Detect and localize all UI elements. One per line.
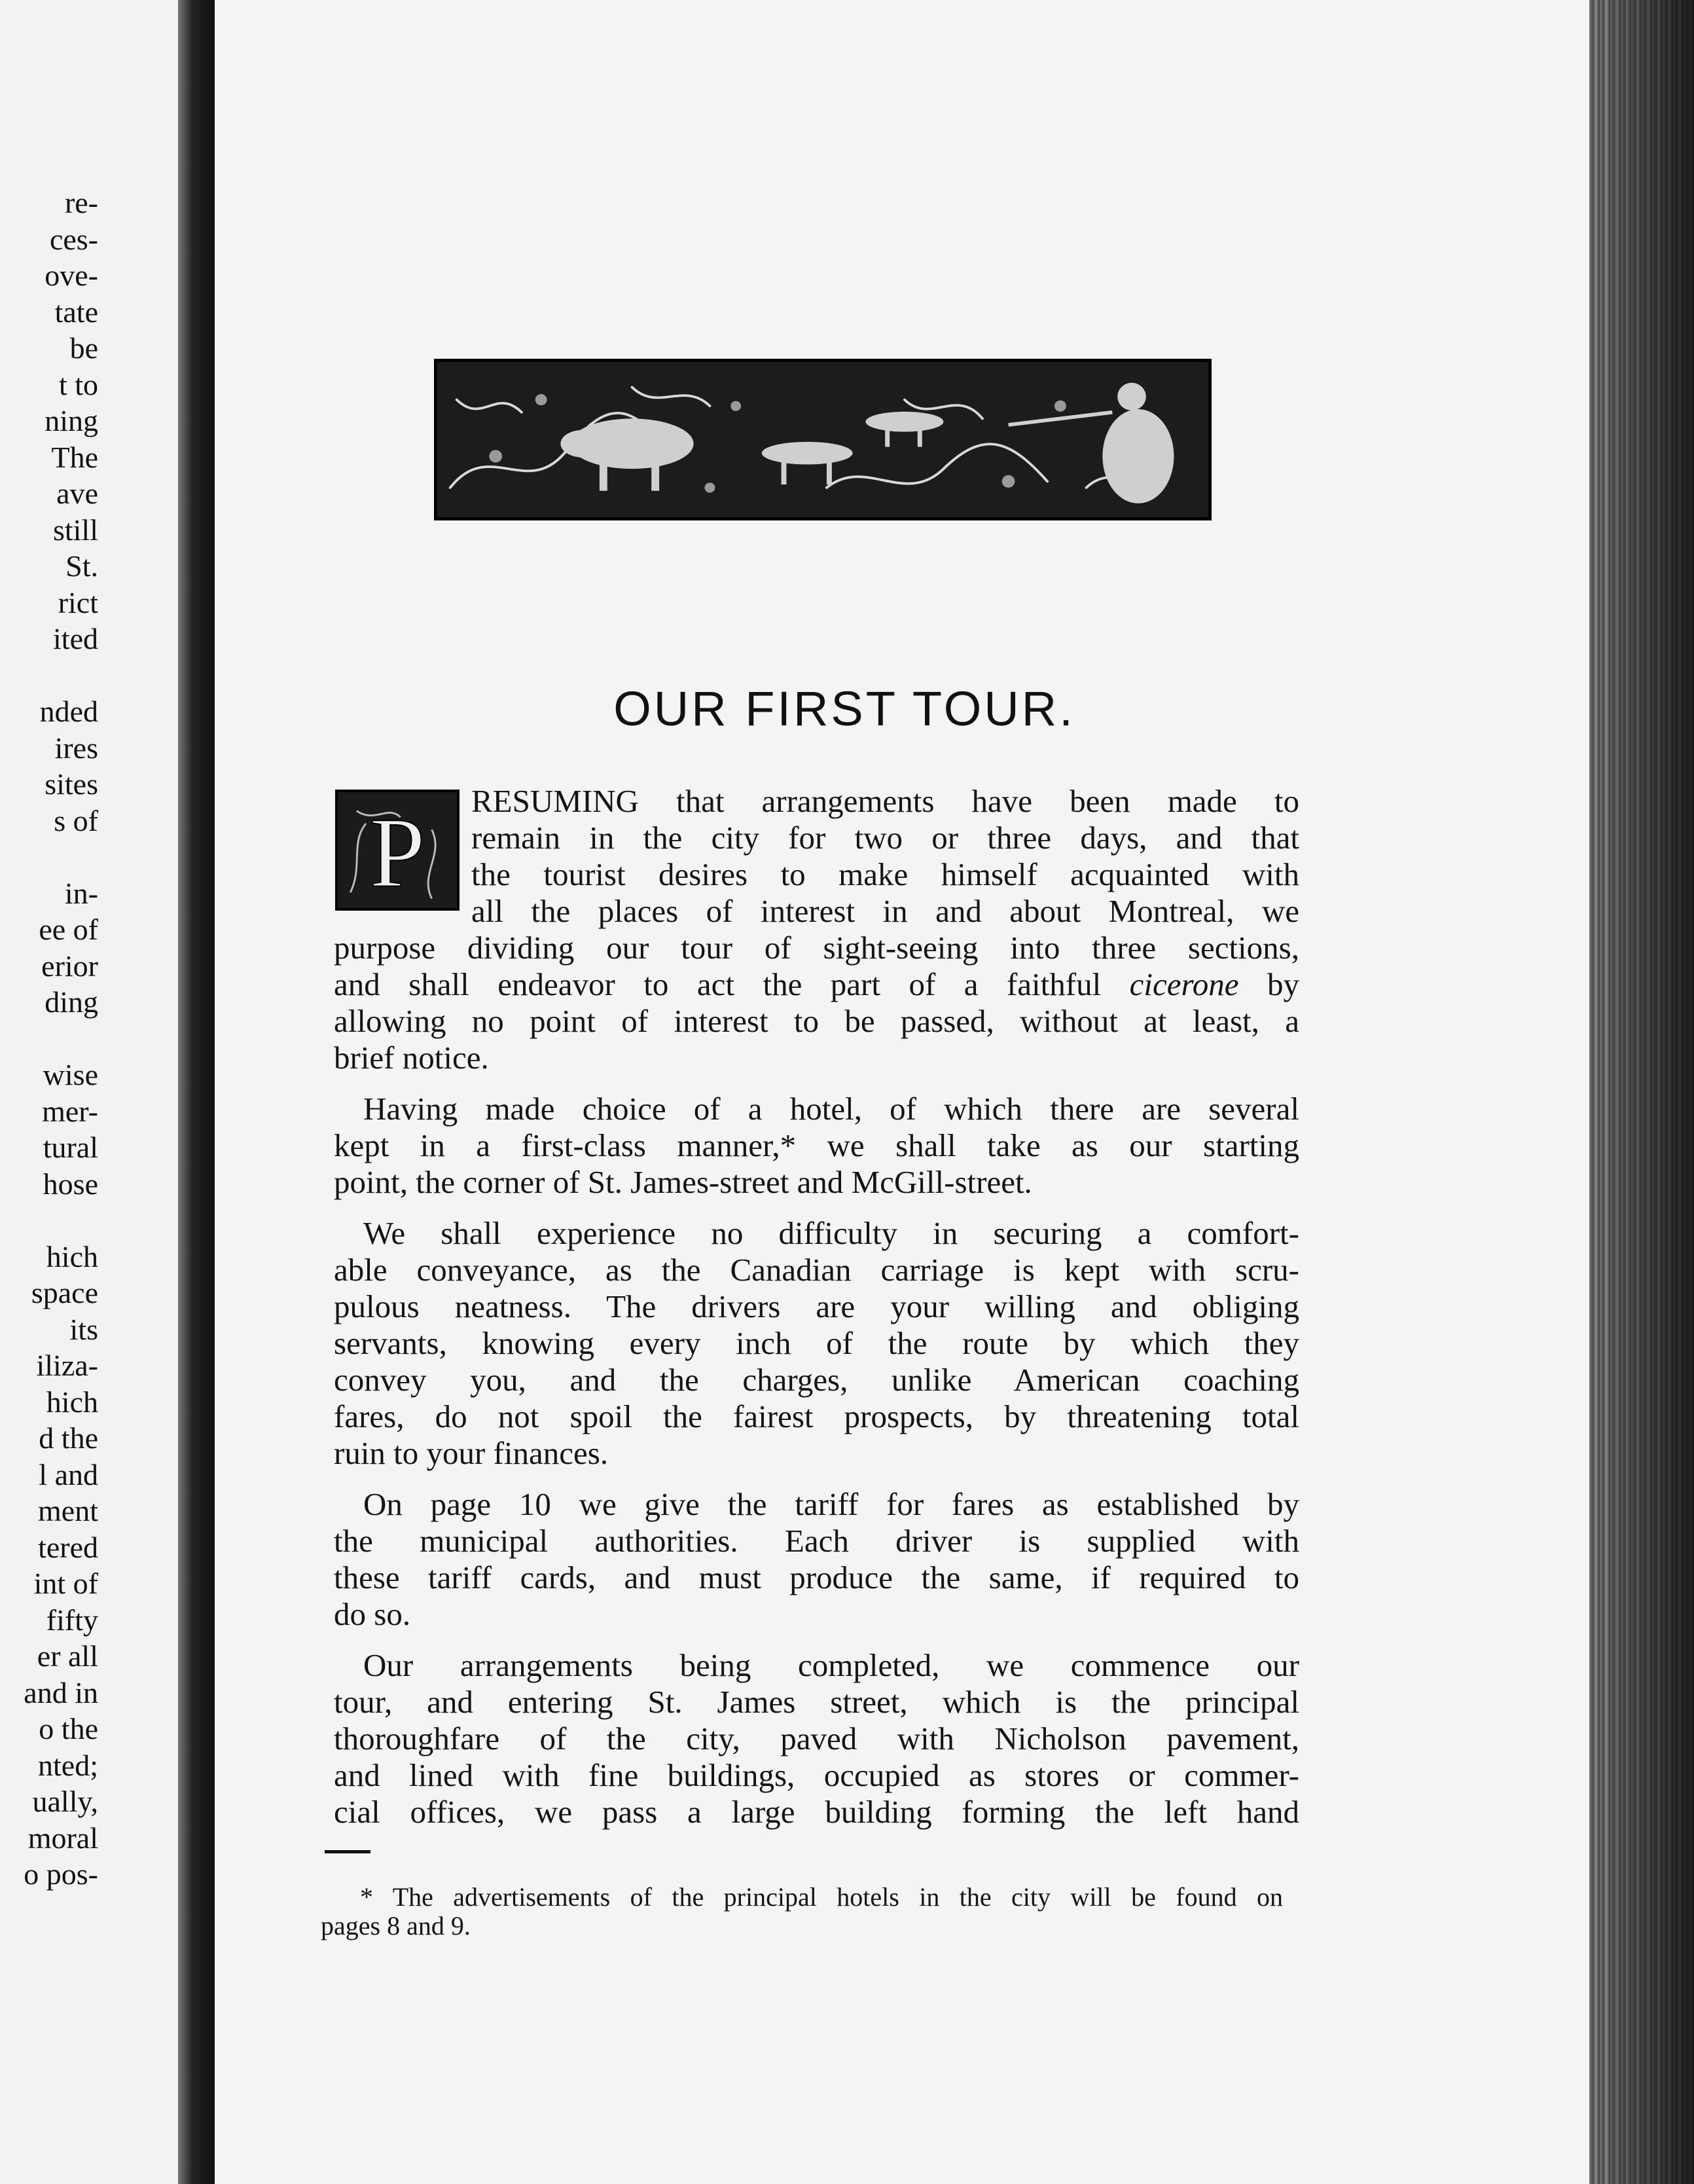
book-gutter [178, 0, 215, 2184]
text-line: fares, do not spoil the fairest prospects, by threatening total [334, 1398, 1299, 1434]
hunting-scene-illustration [437, 362, 1208, 517]
text-line: On page 10 we give the tariff for fares as established by [363, 1486, 1299, 1522]
text-line: brief notice. [334, 1040, 489, 1076]
previous-page-fragment: ding [45, 985, 98, 1019]
text-line: these tariff cards, and must produce the same, if required to [334, 1559, 1299, 1595]
previous-page-fragment: s of [54, 803, 98, 837]
previous-page-fragment: o pos- [24, 1857, 98, 1891]
text-line: the municipal authorities. Each driver is supplied with [334, 1523, 1299, 1559]
footnote [321, 1883, 1283, 1940]
footnote-line: pages 8 and 9. [321, 1911, 471, 1940]
previous-page-fragment: sites [45, 767, 98, 801]
previous-page-fragment: iliza- [36, 1349, 98, 1382]
drop-cap-letter: P [369, 797, 425, 908]
previous-page-fragment: nted; [38, 1748, 98, 1782]
text-line: kept in a first-class manner,* we shall take as our starting [334, 1127, 1299, 1163]
previous-page-fragment: ually, [32, 1785, 98, 1818]
text-line: convey you, and the charges, unlike American coaching [334, 1362, 1299, 1398]
text-line: and shall endeavor to act the part of a faithful cicerone by [334, 966, 1300, 1002]
previous-page-fragment: The [51, 440, 98, 474]
text-line: the tourist desires to make himself acquainted with [471, 856, 1299, 892]
previous-page-fragment: l and [39, 1457, 98, 1491]
previous-page-fragment [0, 1021, 98, 1057]
previous-page-fragment: int of [33, 1567, 98, 1600]
text-line: Having made choice of a hotel, of which there are several [363, 1091, 1299, 1127]
previous-page-fragment: fifty [46, 1603, 98, 1637]
previous-page-fragment: erior [41, 949, 98, 983]
previous-page-fragment: hich [46, 1239, 98, 1273]
previous-page-fragment: rict [58, 585, 98, 619]
page-stack-edge [1589, 0, 1694, 2184]
text-line: pulous neatness. The drivers are your willing and obliging [334, 1288, 1299, 1324]
previous-page-fragment: mer- [42, 1094, 98, 1128]
text-line: tour, and entering St. James street, which is the principal [334, 1684, 1299, 1720]
previous-page-fragment: er all [37, 1639, 98, 1673]
previous-page-fragment: ee of [39, 913, 98, 946]
header-ornament-engraving [434, 359, 1212, 520]
text-line: able conveyance, as the Canadian carriage is kept with scru- [334, 1252, 1299, 1288]
text-line: cial offices, we pass a large building forming the left hand [334, 1794, 1299, 1830]
body-text [334, 783, 1299, 1830]
page-title: OUR FIRST TOUR. [613, 682, 1075, 736]
text-line: purpose dividing our tour of sight-seeing into three sections, [334, 930, 1299, 966]
previous-page-fragment: and in [24, 1675, 98, 1709]
previous-page-fragment: ces- [49, 222, 98, 256]
previous-page-fragment: ires [54, 731, 98, 765]
text-line: allowing no point of interest to be passed, without at least, a [334, 1003, 1299, 1039]
previous-page-fragment: be [69, 331, 98, 365]
previous-page-fragment: nded [39, 695, 98, 728]
text-line: thoroughfare of the city, paved with Nicholson pavement, [334, 1720, 1299, 1756]
previous-page-fragment: tate [54, 295, 98, 329]
previous-page-fragment: tural [43, 1131, 98, 1164]
previous-page-fragment: moral [27, 1821, 98, 1855]
previous-page-fragment: d the [39, 1421, 98, 1455]
previous-page-fragment: ment [38, 1494, 98, 1527]
previous-page-fragment: ave [56, 477, 98, 510]
text-line: We shall experience no difficulty in securing a comfort- [363, 1215, 1299, 1251]
text-line: all the places of interest in and about Montreal, we [471, 893, 1299, 929]
previous-page-fragment [0, 657, 98, 694]
text-line: servants, knowing every inch of the route by which they [334, 1325, 1299, 1361]
previous-page-fragment [0, 1202, 98, 1239]
previous-page-fragment: re- [64, 186, 98, 219]
text-line: remain in the city for two or three days, and that [471, 820, 1299, 856]
text-line: do so. [334, 1596, 411, 1632]
previous-page-fragment: ove- [45, 259, 98, 292]
previous-page-text-column [0, 185, 98, 1893]
footnote-rule [325, 1850, 370, 1853]
text-line: RESUMING that arrangements have been made to [471, 783, 1299, 819]
previous-page-fragment: hich [46, 1385, 98, 1419]
previous-page-fragment: ning [45, 404, 98, 437]
text-line: and lined with fine buildings, occupied as stores or commer- [334, 1757, 1299, 1793]
previous-page-fragment: space [31, 1276, 98, 1309]
previous-page-fragment: ited [53, 622, 98, 655]
text-line: Our arrangements being completed, we commence our [363, 1647, 1299, 1683]
previous-page-fragment: wise [43, 1058, 98, 1091]
previous-page-fragment: hose [43, 1167, 98, 1201]
previous-page-fragment: still [52, 513, 98, 547]
previous-page-fragment: in- [64, 876, 98, 910]
text-line: point, the corner of St. James-street and McGill-street. [334, 1164, 1032, 1200]
previous-page [0, 0, 178, 2184]
previous-page-fragment: St. [65, 549, 98, 583]
previous-page-fragment: its [69, 1312, 98, 1346]
previous-page-fragment: o the [39, 1712, 98, 1745]
previous-page-fragment: tered [38, 1530, 98, 1564]
previous-page-fragment [0, 839, 98, 875]
text-line: ruin to your finances. [334, 1435, 609, 1471]
footnote-line: * The advertisements of the principal hotels in the city will be found on [360, 1882, 1283, 1912]
previous-page-fragment: t to [58, 367, 98, 401]
